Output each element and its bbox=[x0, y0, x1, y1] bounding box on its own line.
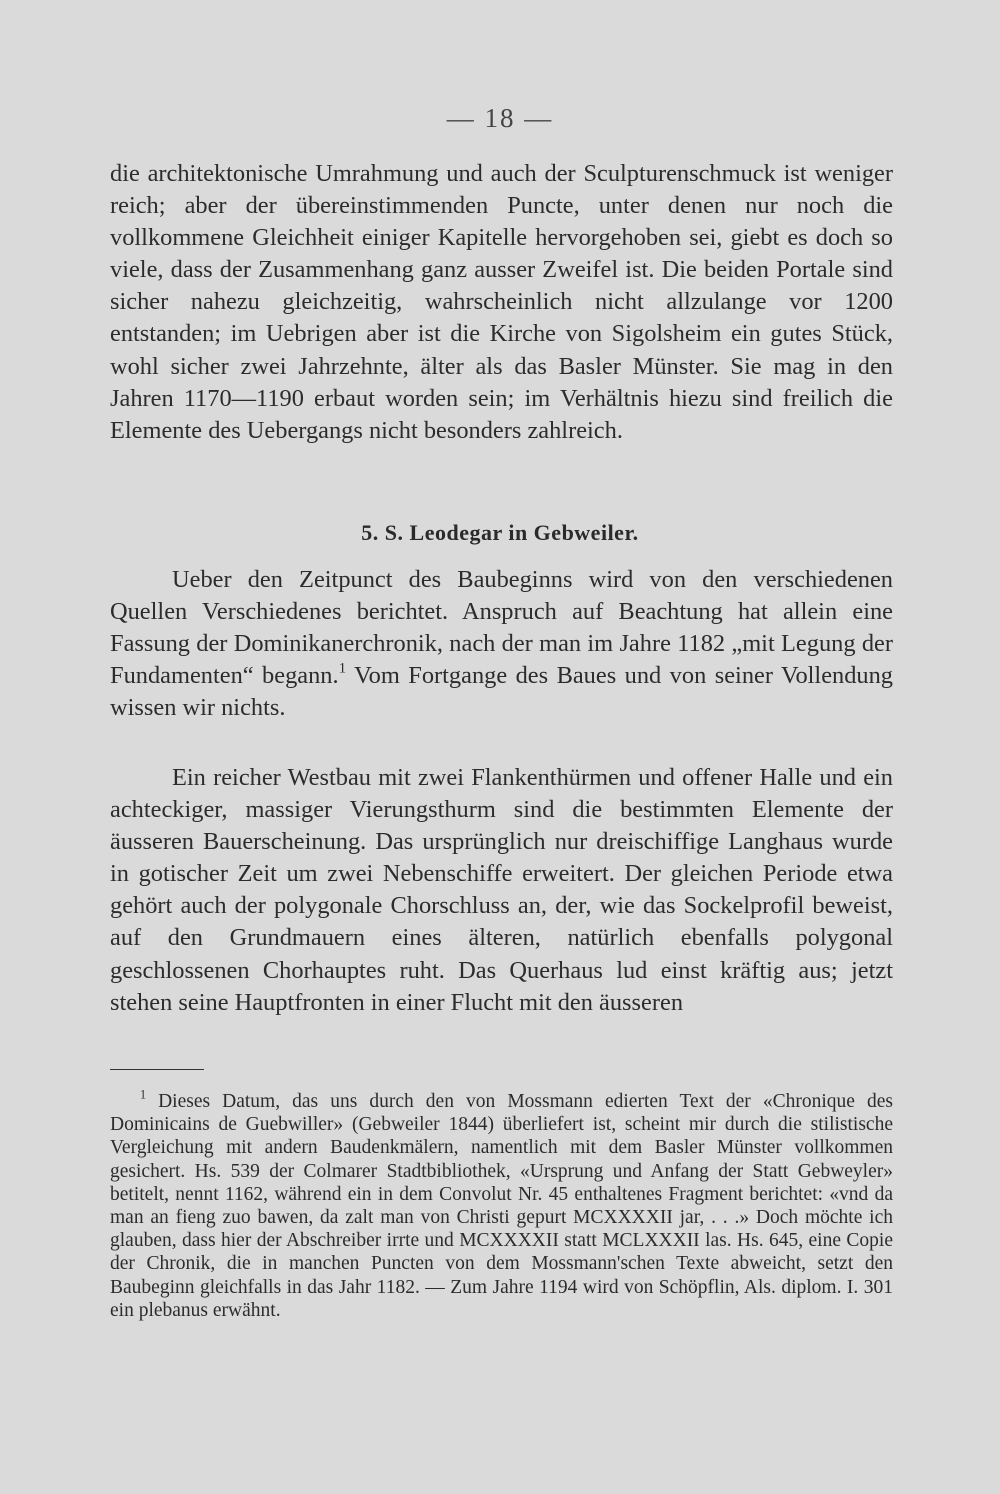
footnote-text: Dieses Datum, das uns durch den von Mossmann edierten Text der «Chronique des Dominicains de Guebwiller» (Gebweiler 1844) überliefert ist, scheint mir durch die stilistische Vergleichung mit andern Baudenkmälern, namentlich mit dem Basler Münster vollkommen gesichert. Hs. 539 der Colmarer Stadtbibliothek, «Ursprung und Anfang der Statt Gebweyler» betitelt, nennt 1162, während ein in dem Convolut Nr. 45 enthaltenes Fragment berichtet: «vnd da man an fieng zuo bawen, da zalt man von Christi gepurt MCXXXXII jar, . . .» Doch möchte ich glauben, dass hier der Abschreiber irrte und MCXXXXII statt MCLXXXII las. Hs. 645, eine Copie der Chronik, die in manchen Puncten von dem Mossmann'schen Texte abweicht, setzt den Baubeginn gleichfalls in das Jahr 1182. — Zum Jahre 1194 wird von Schöpflin, Als. diplom. I. 301 ein plebanus erwähnt. bbox=[110, 1091, 893, 1321]
page-number: — 18 — bbox=[446, 103, 554, 133]
section-heading: 5. S. Leodegar in Gebweiler. bbox=[361, 520, 639, 545]
footnote-marker: 1 bbox=[140, 1087, 147, 1102]
footnote bbox=[110, 1087, 893, 1322]
paragraph-text: Ueber den Zeitpunct des Baubeginns wird von den verschiedenen Quellen Verschiedenes berichtet. Anspruch auf Beachtung hat allein eine Fassung der Dominikanerchronik, nach der man im Jahre 1182 „mit Legung der Fundamenten“ begann. bbox=[110, 566, 893, 690]
paragraph-continuation: die architektonische Umrahmung und auch der Sculpturenschmuck ist weniger reich; aber der übereinstimmenden Puncte, unter denen nur noch die vollkommene Gleichheit einiger Kapitelle hervorgehoben sei, giebt es doch so viele, dass der Zusammenhang ganz ausser Zweifel ist. Die beiden Portale sind sicher nahezu gleichzeitig, wahrscheinlich nicht allzulange vor 1200 entstanden; im Uebrigen aber ist die Kirche von Sigolsheim ein gutes Stück, wohl sicher zwei Jahrzehnte, älter als das Basler Münster. Sie mag in den Jahren 1170—1190 erbaut worden sein; im Verhältnis hiezu sind freilich die Elemente des Uebergangs nicht besonders zahlreich. bbox=[110, 160, 893, 444]
paragraph-text-tail: Vom Fortgange des Baues und von seiner Vollendung wissen wir nichts. bbox=[110, 662, 893, 722]
footnote-divider bbox=[110, 1069, 204, 1070]
paragraph-architecture: Ein reicher Westbau mit zwei Flankenthürmen und offener Halle und ein achteckiger, massiger Vierungsthurm sind die bestimmten Elemente der äusseren Bauerscheinung. Das ursprünglich nur dreischiffige Langhaus wurde in gotischer Zeit um zwei Nebenschiffe erweitert. Der gleichen Periode etwa gehört auch der polygonale Chorschluss an, der, wie das Sockelprofil beweist, auf den Grundmauern eines älteren, natürlich ebenfalls polygonal geschlossenen Chorhauptes ruht. Das Querhaus lud einst kräftig aus; jetzt stehen seine Hauptfronten in einer Flucht mit den äusseren bbox=[110, 764, 893, 1016]
footnote-reference: 1 bbox=[338, 660, 347, 677]
paragraph-building-start bbox=[110, 564, 893, 724]
